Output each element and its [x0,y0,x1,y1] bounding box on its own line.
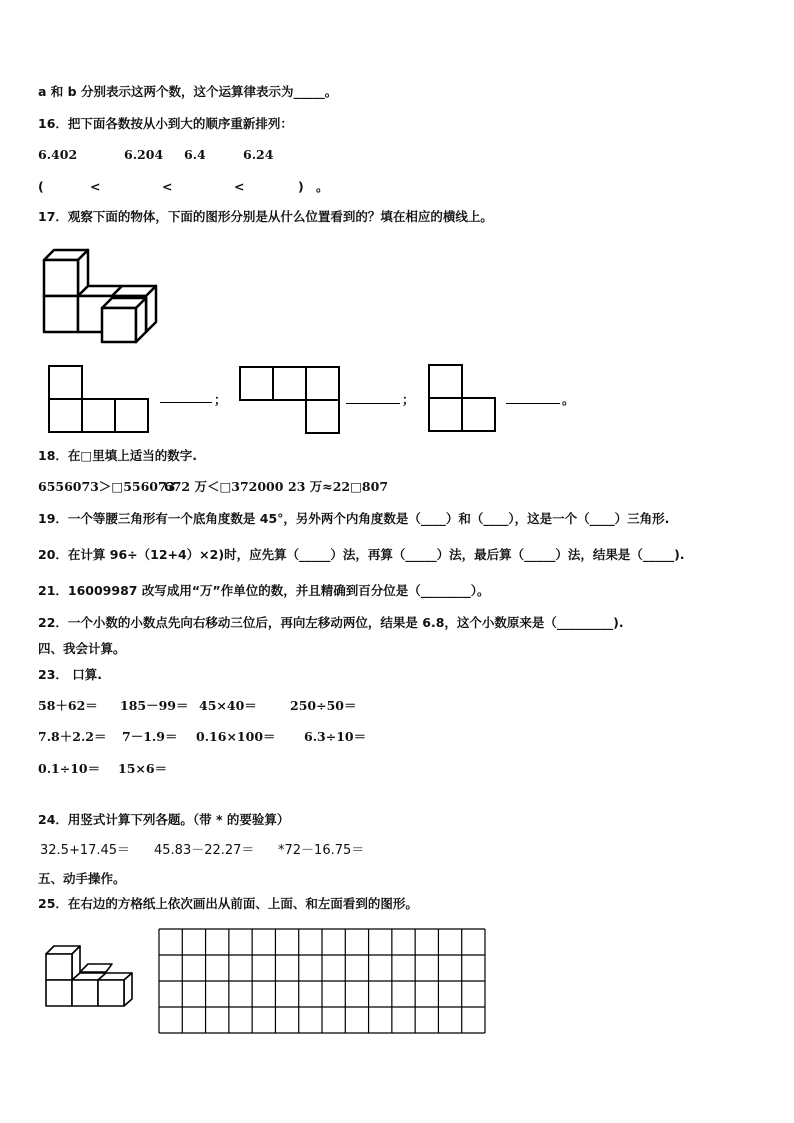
question-23: 23． 口算. [38,667,102,682]
q18-items[interactable] [38,479,438,495]
q23-row-2 [38,729,438,745]
q18-item-3[interactable]: 23 万≈22□807 [288,479,389,494]
q16-less-than-1: < [90,179,101,194]
q16-numbers [38,147,438,163]
q16-period: 。 [316,179,329,194]
q17-sep-2: ； [402,392,415,407]
q17-view-1 [48,365,153,435]
question-20[interactable]: 20．在计算 96÷（12+4）×2)时，应先算（_____）法，再算（_____）法，最后算（_____）法，结果是（_____). [38,547,685,562]
question-22[interactable]: 22．一个小数的小数点先向右移动三位后，再向左移动两位，结果是 6.8，这个小数原来是（_________). [38,615,624,630]
q25-grid-paper[interactable] [158,928,488,1036]
q23-item: 0.16×100＝ [196,729,276,744]
q17-answer-blank-3[interactable] [506,403,560,404]
q18-item-1[interactable]: 6556073＞□556073 [38,479,176,494]
q17-view-2 [239,366,344,436]
q23-item: 58＋62＝ [38,698,98,713]
intro-line: a 和 b 分别表示这两个数，这个运算律表示为_____。 [38,84,338,99]
question-16: 16．把下面各数按从小到大的顺序重新排列： [38,116,293,131]
section-5-heading: 五、动手操作。 [38,871,126,886]
q16-less-than-3: < [234,179,245,194]
q18-item-2[interactable]: 672 万＜□372000 [164,479,284,494]
question-24: 24．用竖式计算下列各题。（带 * 的要验算） [38,812,290,827]
question-21[interactable]: 21．16009987 改写成用“万”作单位的数，并且精确到百分位是（________）。 [38,583,490,598]
q16-close-paren: ) [298,179,304,194]
q23-item: 15×6＝ [118,761,168,776]
q25-cube-object [42,942,137,1012]
q16-answer-row[interactable] [38,179,358,195]
q16-number-4: 6.24 [243,147,274,162]
q24-items [38,843,438,859]
question-17: 17．观察下面的物体，下面的图形分别是从什么位置看到的？填在相应的横线上。 [38,209,493,224]
q23-item: 45×40＝ [199,698,257,713]
question-19[interactable]: 19．一个等腰三角形有一个底角度数是 45°，另外两个内角度数是（____）和（____），这是一个（____）三角形. [38,511,670,526]
q17-sep-3: 。 [562,392,575,407]
q23-item: 250÷50＝ [290,698,357,713]
q24-item: 45.83－22.27＝ [154,843,255,858]
q16-number-1: 6.402 [38,147,78,162]
q16-number-2: 6.204 [124,147,164,162]
q23-item: 0.1÷10＝ [38,761,101,776]
q23-item: 6.3÷10＝ [304,729,367,744]
q23-item: 7.8＋2.2＝ [38,729,107,744]
q23-item: 185－99＝ [120,698,189,713]
q23-row-3 [38,761,438,777]
q17-view-3 [428,364,500,436]
q23-item: 7－1.9＝ [122,729,178,744]
q17-sep-1: ； [214,392,227,407]
q24-item: *72－16.75＝ [278,843,365,858]
q17-answer-blank-1[interactable] [160,402,212,403]
question-25: 25．在右边的方格纸上依次画出从前面、上面、和左面看到的图形。 [38,896,418,911]
q17-cube-object [40,248,165,348]
q24-item: 32.5+17.45＝ [40,843,131,858]
question-18: 18．在□里填上适当的数字. [38,448,197,463]
q17-answer-blank-2[interactable] [346,403,400,404]
q16-number-3: 6.4 [184,147,206,162]
q23-row-1 [38,698,438,714]
q16-less-than-2: < [162,179,173,194]
q16-open-paren: ( [38,179,44,194]
section-4-heading: 四、我会计算。 [38,641,126,656]
